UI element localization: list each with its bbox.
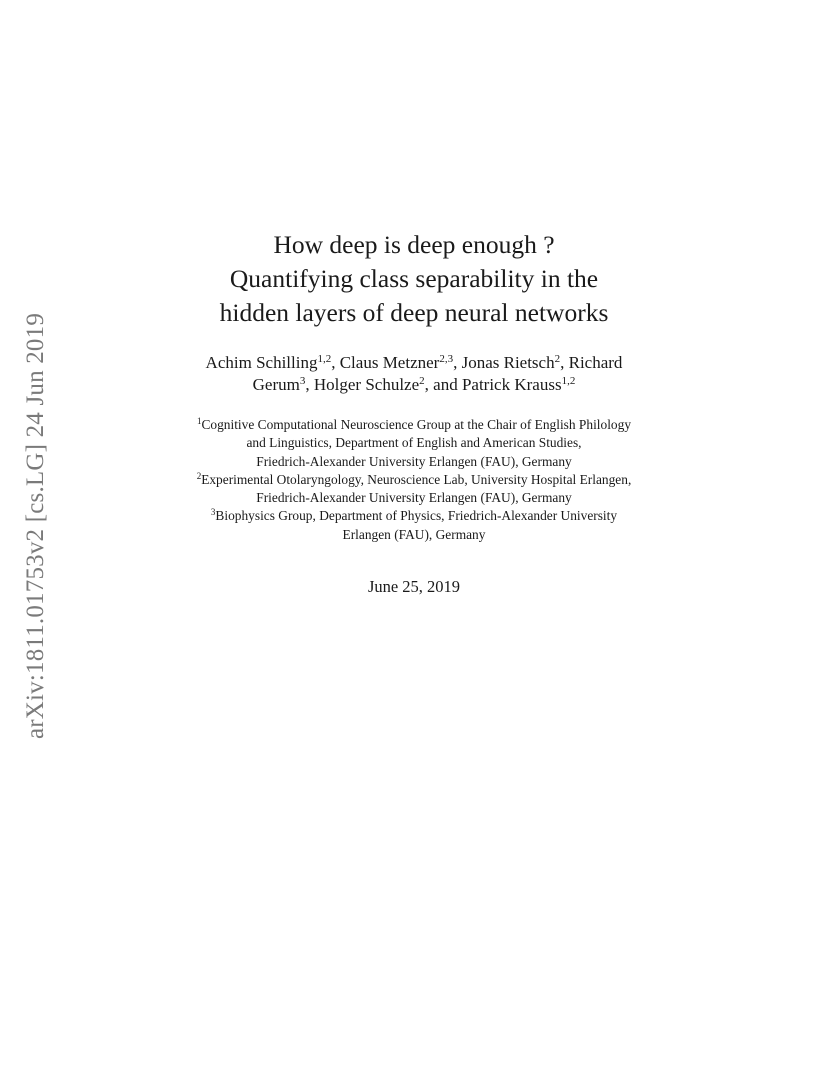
affiliation-3-line-1 — [150, 507, 678, 525]
author-name: Patrick Krauss — [461, 375, 562, 394]
author-conjunction: and — [433, 375, 458, 394]
author-list — [150, 352, 678, 396]
arxiv-identifier-stamp: arXiv:1811.01753v2 [cs.LG] 24 Jun 2019 — [22, 312, 49, 740]
affiliation-text: Biophysics Group, Department of Physics, Friedrich-Alexander University — [215, 508, 618, 524]
author-name: Achim Schilling — [205, 353, 318, 372]
author-name-part: Gerum — [252, 375, 300, 394]
author-line-2: Gerum$^3$, Holger Schulze$^2$, and Patrick Krauss$^{1,2}$ — [252, 375, 576, 394]
author-affiliation-marker: 3 — [299, 375, 306, 387]
author-affiliation-marker: 2,3 — [439, 353, 454, 365]
title-line-2: Quantifying class separability in the — [229, 264, 599, 293]
affiliation-1-line-3: Friedrich-Alexander University Erlangen (FAU), Germany — [256, 453, 572, 469]
author-affiliation-marker: 1,2 — [317, 353, 332, 365]
title-line-3: hidden layers of deep neural networks — [219, 298, 609, 327]
affiliation-1-line-2: and Linguistics, Department of English and American Studies, — [246, 435, 582, 451]
affiliation-2-line-1 — [150, 471, 678, 489]
affiliation-text: Experimental Otolaryngology, Neuroscience Lab, University Hospital Erlangen, — [201, 471, 632, 487]
author-name: Holger Schulze — [313, 375, 420, 394]
author-name-part: Richard — [568, 353, 623, 372]
publication-date: June 25, 2019 — [367, 577, 461, 597]
affiliation-marker: 2 — [196, 470, 202, 481]
affiliations — [150, 416, 678, 544]
author-line-1: Achim Schilling$^{1,2}$, Claus Metzner$^{2,3}$, Jonas Rietsch$^2$, Richard — [205, 353, 623, 372]
author-affiliation-marker: 2 — [554, 353, 561, 365]
author-name: Jonas Rietsch — [461, 353, 555, 372]
author-affiliation-marker: 1,2 — [561, 375, 576, 387]
title-line-1: How deep is deep enough ? — [273, 230, 555, 259]
affiliation-2-line-2: Friedrich-Alexander University Erlangen (FAU), Germany — [256, 490, 572, 506]
affiliation-marker: 3 — [210, 507, 216, 518]
affiliation-text: Cognitive Computational Neuroscience Group at the Chair of English Philology — [201, 417, 632, 432]
paper-title — [150, 228, 678, 330]
affiliation-3-line-2: Erlangen (FAU), Germany — [342, 526, 486, 542]
author-affiliation-marker: 2 — [419, 375, 425, 387]
author-name: Claus Metzner — [339, 353, 440, 372]
title-page — [150, 228, 678, 598]
affiliation-marker: 1 — [196, 416, 202, 426]
affiliation-1-line-1 — [150, 416, 678, 434]
